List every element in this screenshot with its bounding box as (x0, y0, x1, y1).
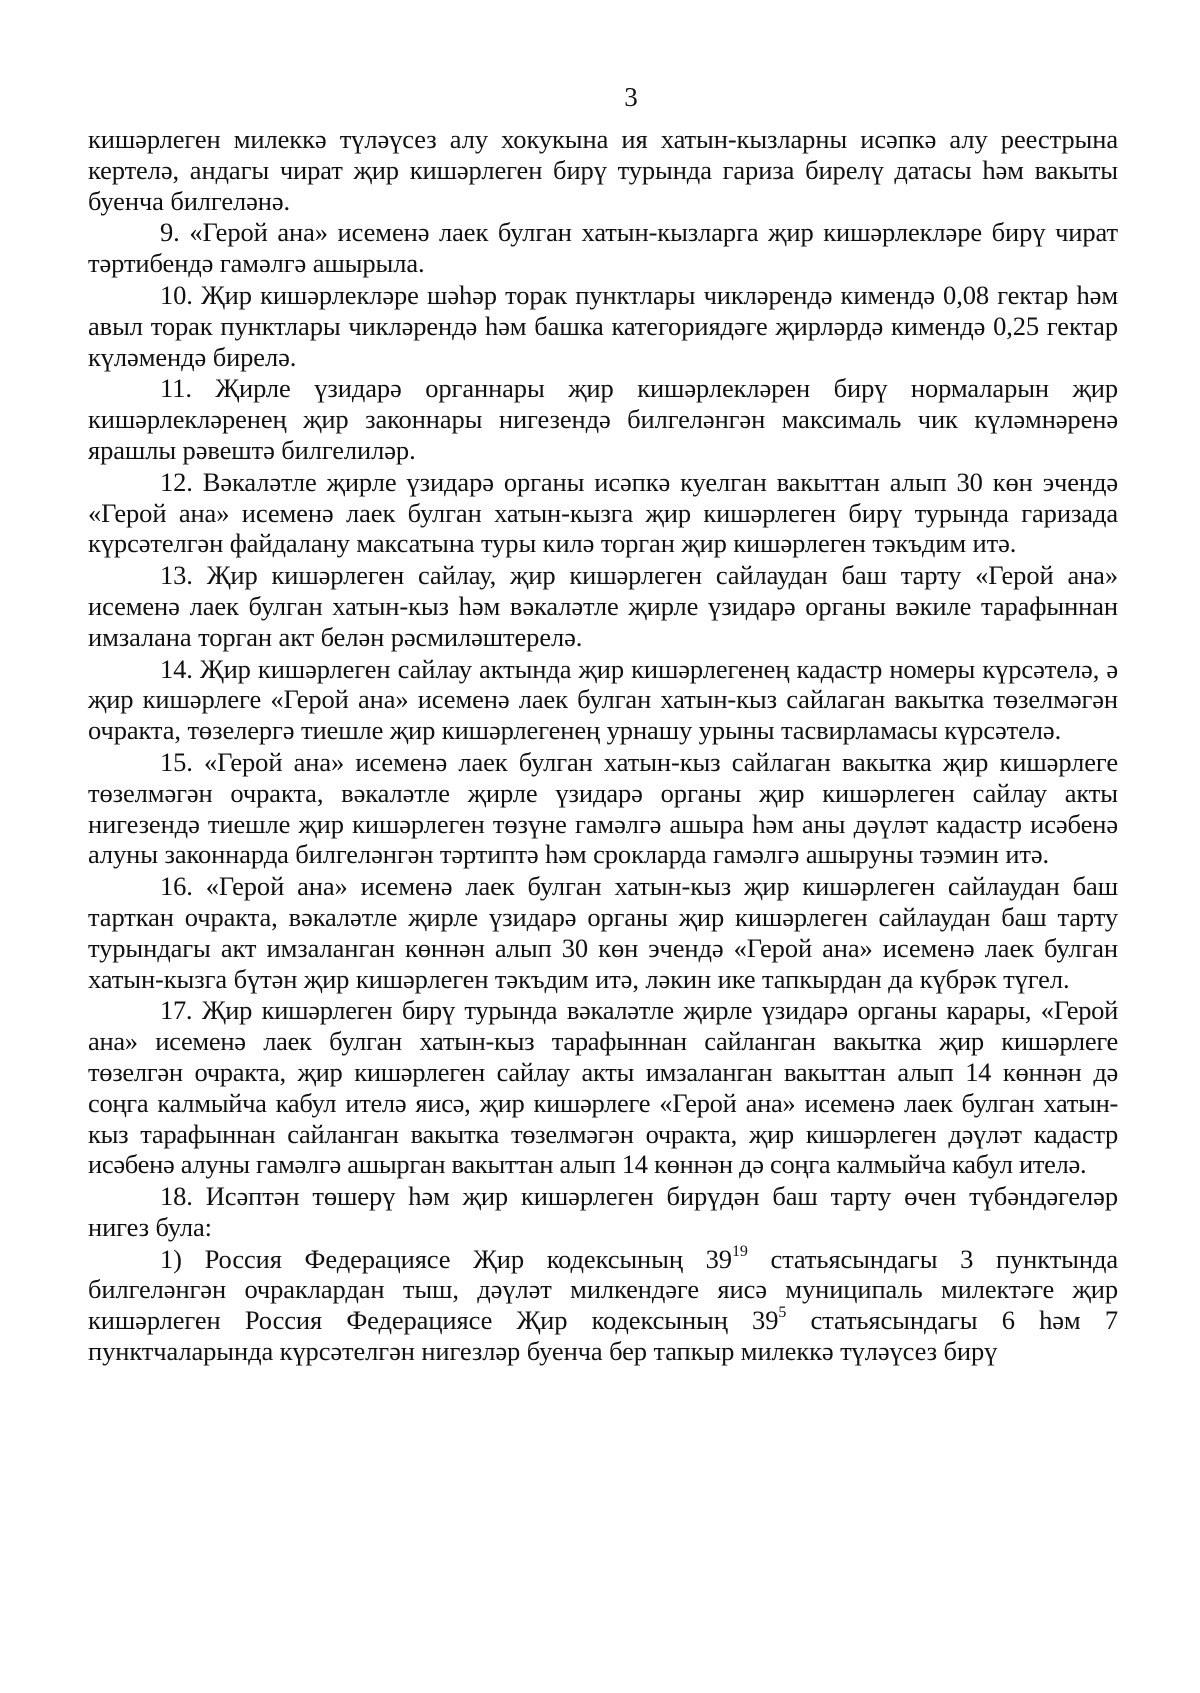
item-1-text-c: статьясындагы 6 һәм 7 пунктчаларында күрсәтелгән нигезләр буенча бер тапкыр милеккә түләүсез бирү (88, 1305, 1118, 1367)
item-1-superscript-a: 19 (731, 1242, 748, 1260)
item-1-text-b: статьясындагы 3 пунктында билгеләнгән очраклардан тыш, дәүләт милкендәге яисә муниципаль милектәге җир кишәрлеген Россия Федерациясе Җир кодексының 39 (88, 1243, 1119, 1336)
paragraph-9: 9. «Герой ана» исеменә лаек булган хатын-кызларга җир кишәрлекләре бирү чират тәртибендә гамәлгә ашырыла. (88, 217, 1118, 279)
paragraph-15: 15. «Герой ана» исеменә лаек булган хатын-кыз сайлаган вакытка җир кишәрлеге төзелмәгән очракта, вәкаләтле җирле үзидарә органы җир кишәрлеген сайлау акты нигезендә тиешле җир кишәрлеген төзүне гамәлгә ашыра һәм аны дәүләт кадастр исәбенә алуны законнарда билгеләнгән тәртиптә һәм срокларда гамәлгә ашыруны тәэмин итә. (88, 746, 1118, 870)
paragraph-11: 11. Җирле үзидарә органнары җир кишәрлекләрен бирү нормаларын җир кишәрлекләренең җир законнары нигезендә билгеләнгән максималь чик күләмнәренә ярашлы рәвештә билгелиләр. (88, 373, 1118, 465)
paragraph-continuation: кишәрлеген милеккә түләүсез алу хокукына ия хатын-кызларны исәпкә алу реестрына кертелә, андагы чират җир кишәрлеген бирү турында гариза бирелү датасы һәм вакыты буенча билгеләнә. (88, 124, 1118, 216)
page-number: 3 (624, 82, 638, 112)
paragraph-18: 18. Исәптән төшерү һәм җир кишәрлеген бирүдән баш тарту өчен түбәндәгеләр нигез була: (88, 1181, 1118, 1242)
paragraph-16: 16. «Герой ана» исеменә лаек булган хатын-кыз җир кишәрлеген сайлаудан баш тарткан очракта, вәкаләтле җирле үзидарә органы җир кишәрлеген сайлаудан баш тарту турындагы акт имзаланган көннән алып 30 көн эчендә «Герой ана» исеменә лаек булган хатын-кызга бүтән җир кишәрлеген тәкъдим итә, ләкин ике тапкырдан да күбрәк түгел. (88, 871, 1118, 994)
paragraph-14: 14. Җир кишәрлеген сайлау актында җир кишәрлегенең кадастр номеры күрсәтелә, ә җир кишәрлеге «Герой ана» исеменә лаек булган хатын-кыз сайлаган вакытка төзелмәгән очракта, төзелергә тиешле җир кишәрлегенең урнашу урыны тасвирламасы күрсәтелә. (88, 653, 1118, 746)
paragraph-18-item-1 (88, 1244, 1118, 1367)
item-1-superscript-b: 5 (778, 1304, 787, 1322)
document-page (88, 70, 1118, 1368)
paragraph-13: 13. Җир кишәрлеген сайлау, җир кишәрлеген сайлаудан баш тарту «Герой ана» исеменә лаек булган хатын-кыз һәм вәкаләтле җирле үзидарә органы вәкиле тарафыннан имзалана торган акт белән рәсмиләштерелә. (88, 560, 1118, 652)
paragraph-17: 17. Җир кишәрлеген бирү турында вәкаләтле җирле үзидарә органы карары, «Герой ана» исеменә лаек булган хатын-кыз тарафыннан сайланган вакытка җир кишәрлеге төзелгән очракта, җир кишәрлеген сайлау акты имзаланган вакыттан алып 14 көннән дә соңга калмыйча кабул ителә яисә, җир кишәрлеге «Герой ана» исеменә лаек булган хатын-кыз тарафыннан сайланган вакытка төзелмәгән очракта, җир кишәрлеген дәүләт кадастр исәбенә алуны гамәлгә ашырган вакыттан алып 14 көннән дә соңга калмыйча кабул ителә. (88, 995, 1118, 1180)
paragraph-10: 10. Җир кишәрлекләре шәһәр торак пунктлары чикләрендә кимендә 0,08 гектар һәм авыл торак пунктлары чикләрендә һәм башка категориядәге җирләрдә кимендә 0,25 гектар күләмендә бирелә. (88, 279, 1118, 372)
paragraph-12: 12. Вәкаләтле җирле үзидарә органы исәпкә куелган вакыттан алып 30 көн эчендә «Герой ана» исеменә лаек булган хатын-кызга җир кишәрлеген бирү турында гаризада күрсәтелгән файдалану максатына туры килә торган җир кишәрлеген тәкъдим итә. (88, 466, 1118, 559)
item-1-text-a: 1) Россия Федерациясе Җир кодексының 39 (160, 1243, 732, 1274)
